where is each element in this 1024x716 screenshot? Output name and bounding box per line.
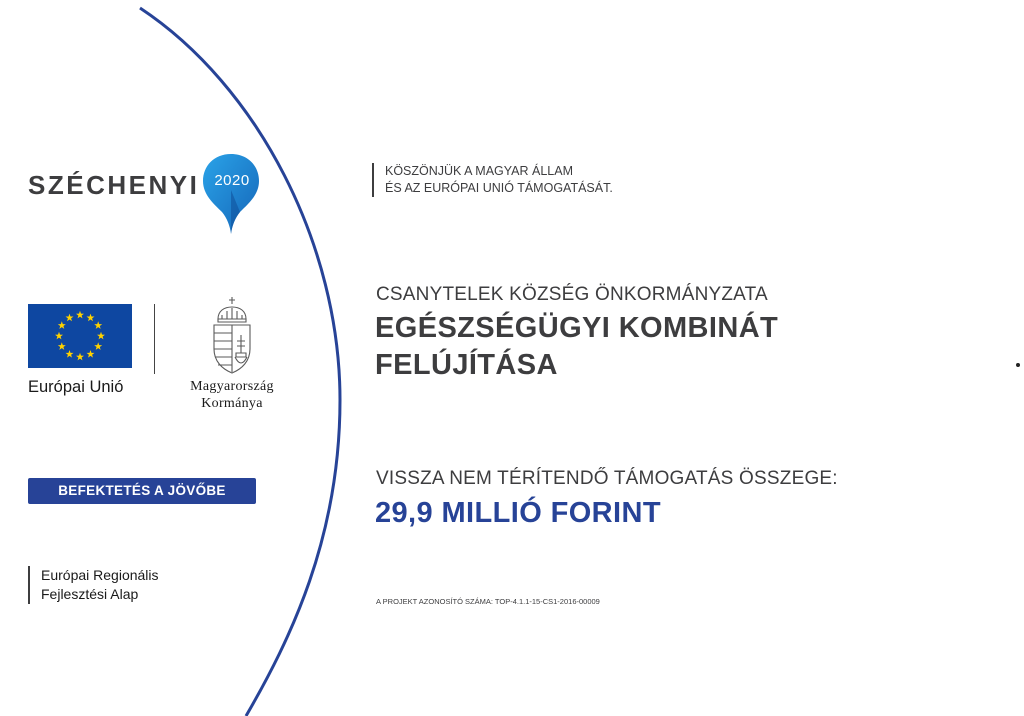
map-pin-icon — [200, 152, 262, 236]
szechenyi-2020-logo — [28, 152, 268, 236]
szechenyi-wordmark: SZÉCHENYI — [28, 170, 200, 200]
gov-label-line2: Kormánya — [201, 396, 263, 411]
hungarian-coat-of-arms-icon — [208, 295, 256, 375]
gov-label-line1: Magyarország — [190, 379, 274, 394]
fund-line1: Európai Regionális — [41, 567, 159, 583]
fund-line2: Fejlesztési Alap — [41, 586, 139, 602]
szechenyi-year: 2020 — [214, 172, 250, 189]
logo-divider — [154, 304, 155, 374]
acknowledgement-line1: KÖSZÖNJÜK A MAGYAR ÁLLAM — [385, 164, 574, 178]
eu-flag-icon — [28, 304, 132, 368]
subsidy-label: VISSZA NEM TÉRÍTENDŐ TÁMOGATÁS ÖSSZEGE: — [376, 468, 838, 489]
beneficiary-name: CSANYTELEK KÖZSÉG ÖNKORMÁNYZATA — [376, 284, 768, 305]
project-title — [375, 310, 778, 384]
project-title-line2: FELÚJÍTÁSA — [375, 349, 558, 381]
acknowledgement-line2: ÉS AZ EURÓPAI UNIÓ TÁMOGATÁSÁT. — [385, 181, 613, 195]
hungarian-government-label — [168, 378, 296, 412]
fund-label — [28, 566, 159, 604]
eu-label: Európai Unió — [28, 378, 124, 396]
subsidy-amount: 29,9 MILLIÓ FORINT — [375, 497, 661, 529]
invest-in-future-badge: BEFEKTETÉS A JÖVŐBE — [28, 478, 256, 504]
dot-mark-icon — [1015, 362, 1021, 368]
project-id: A PROJEKT AZONOSÍTÓ SZÁMA: TOP-4.1.1-15-CS1-2016-00009 — [376, 597, 600, 606]
acknowledgement-text — [372, 163, 613, 197]
project-title-line1: EGÉSZSÉGÜGYI KOMBINÁT — [375, 312, 779, 344]
